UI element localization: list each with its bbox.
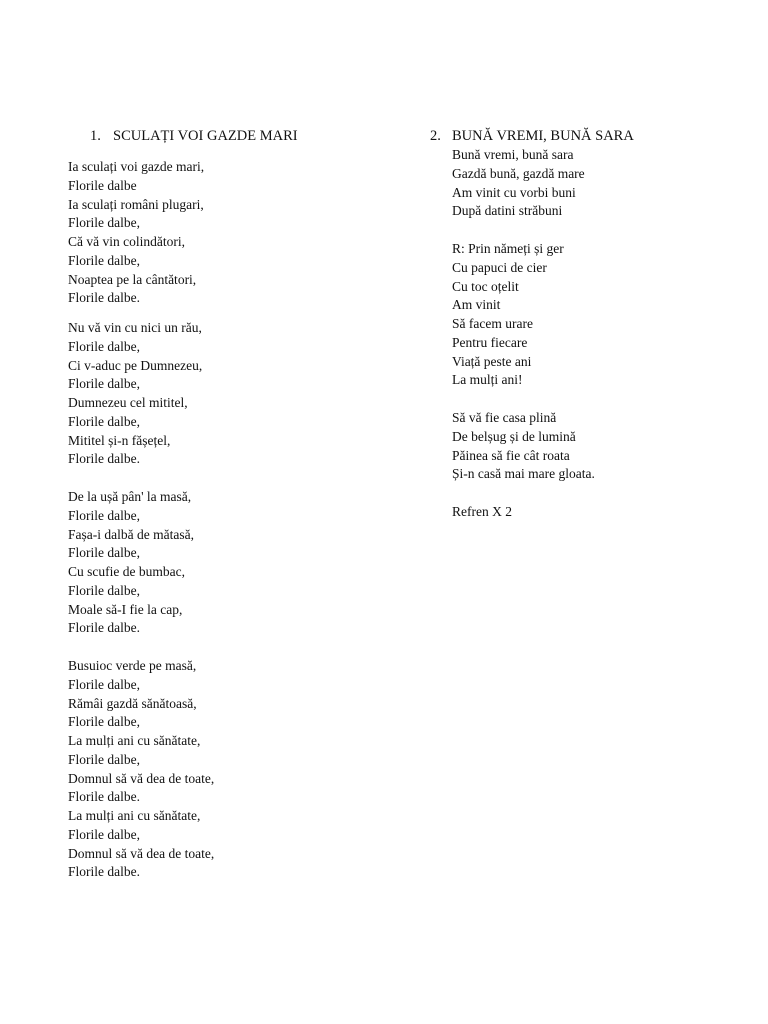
lyric-line: Păinea să fie cât roata — [452, 447, 570, 463]
song-1-stanza-1 — [68, 158, 398, 308]
lyric-line: Să vă fie casa plină — [452, 410, 557, 425]
lyric-line: Busuioc verde pe masă, — [68, 658, 197, 673]
lyric-line: Noaptea pe la cântători, — [68, 271, 197, 287]
lyric-line: Florile dalbe, — [68, 714, 140, 730]
song-2-refrain — [452, 240, 750, 390]
lyric-line: După datini străbuni — [452, 203, 563, 219]
lyric-line: Florile dalbe. — [68, 620, 140, 636]
lyric-line: Florile dalbe, — [68, 215, 140, 231]
lyric-line: Mititel și-n fășețel, — [68, 432, 171, 448]
lyric-line: La mulți ani cu sănătate, — [68, 808, 201, 823]
lyric-line: Bună vremi, bună sara — [452, 147, 574, 162]
song-1-heading — [90, 127, 398, 145]
song-1-stanza-2 — [68, 319, 398, 469]
lyric-line: Nu vă vin cu nici un rău, — [68, 320, 202, 335]
lyric-line: Florile dalbe, — [68, 582, 140, 598]
lyric-line: Refren X 2 — [452, 504, 512, 519]
lyric-line: Dumnezeu cel mititel, — [68, 395, 188, 410]
lyric-line: Florile dalbe. — [68, 864, 140, 880]
lyric-line: Pentru fiecare — [452, 334, 528, 350]
song-2-stanza-1 — [452, 146, 750, 221]
lyric-line: Am vinit — [452, 297, 501, 313]
song-2-number: 2. — [430, 128, 441, 144]
lyric-line: Florile dalbe, — [68, 507, 140, 523]
lyric-line: Florile dalbe, — [68, 376, 140, 392]
lyric-line: Rămâi gazdă sănătoasă, — [68, 695, 197, 711]
lyric-line: Florile dalbe, — [68, 826, 140, 842]
lyric-line: Florile dalbe. — [68, 451, 140, 467]
song-2-title: BUNĂ VREMI, BUNĂ SARA — [452, 128, 634, 144]
lyric-line: De la ușă pân' la masă, — [68, 489, 192, 504]
lyric-line: Să facem urare — [452, 316, 533, 331]
song-2-refrain-note — [452, 503, 750, 522]
song-1-stanza-3 — [68, 488, 398, 638]
lyric-line: La mulți ani! — [452, 372, 523, 388]
song-1-number: 1. — [90, 128, 101, 144]
lyric-line: R: Prin nămeți și ger — [452, 241, 564, 256]
lyric-line: Ia sculați voi gazde mari, — [68, 159, 205, 174]
lyric-line: Domnul să vă dea de toate, — [68, 845, 215, 861]
lyric-line: Că vă vin colindători, — [68, 234, 185, 249]
song-2-stanza-2 — [452, 409, 750, 484]
song-2-column — [430, 127, 750, 522]
lyric-line: La mulți ani cu sănătate, — [68, 733, 201, 748]
lyric-line: Gazdă bună, gazdă mare — [452, 165, 585, 181]
lyric-line: Viață peste ani — [452, 353, 532, 369]
lyric-line: Cu scufie de bumbac, — [68, 564, 185, 579]
lyric-line: Florile dalbe, — [68, 338, 140, 354]
lyric-line: Ia sculați români plugari, — [68, 196, 204, 212]
lyric-line: Florile dalbe, — [68, 252, 140, 268]
lyric-line: Florile dalbe, — [68, 545, 140, 561]
lyric-line: Cu papuci de cier — [452, 259, 547, 275]
lyric-line: Am vinit cu vorbi buni — [452, 184, 576, 200]
lyric-line: De belșug și de lumină — [452, 428, 576, 444]
lyric-line: Cu toc oțelit — [452, 278, 519, 294]
lyric-line: Florile dalbe, — [68, 676, 140, 692]
lyric-line: Florile dalbe — [68, 177, 137, 193]
lyric-line: Și-n casă mai mare gloata. — [452, 466, 595, 482]
lyric-line: Ci v-aduc pe Dumnezeu, — [68, 357, 203, 373]
lyric-line: Florile dalbe, — [68, 413, 140, 429]
lyric-line: Florile dalbe, — [68, 751, 140, 767]
lyric-line: Fașa-i dalbă de mătasă, — [68, 526, 194, 542]
song-1-title: SCULAȚI VOI GAZDE MARI — [113, 128, 298, 144]
song-1-stanza-4 — [68, 657, 398, 882]
song-1-column — [68, 127, 398, 882]
lyric-line: Florile dalbe. — [68, 789, 140, 805]
lyric-line: Moale să-I fie la cap, — [68, 601, 183, 617]
lyric-line: Florile dalbe. — [68, 290, 140, 306]
song-2-heading — [430, 127, 750, 145]
lyric-line: Domnul să vă dea de toate, — [68, 770, 215, 786]
